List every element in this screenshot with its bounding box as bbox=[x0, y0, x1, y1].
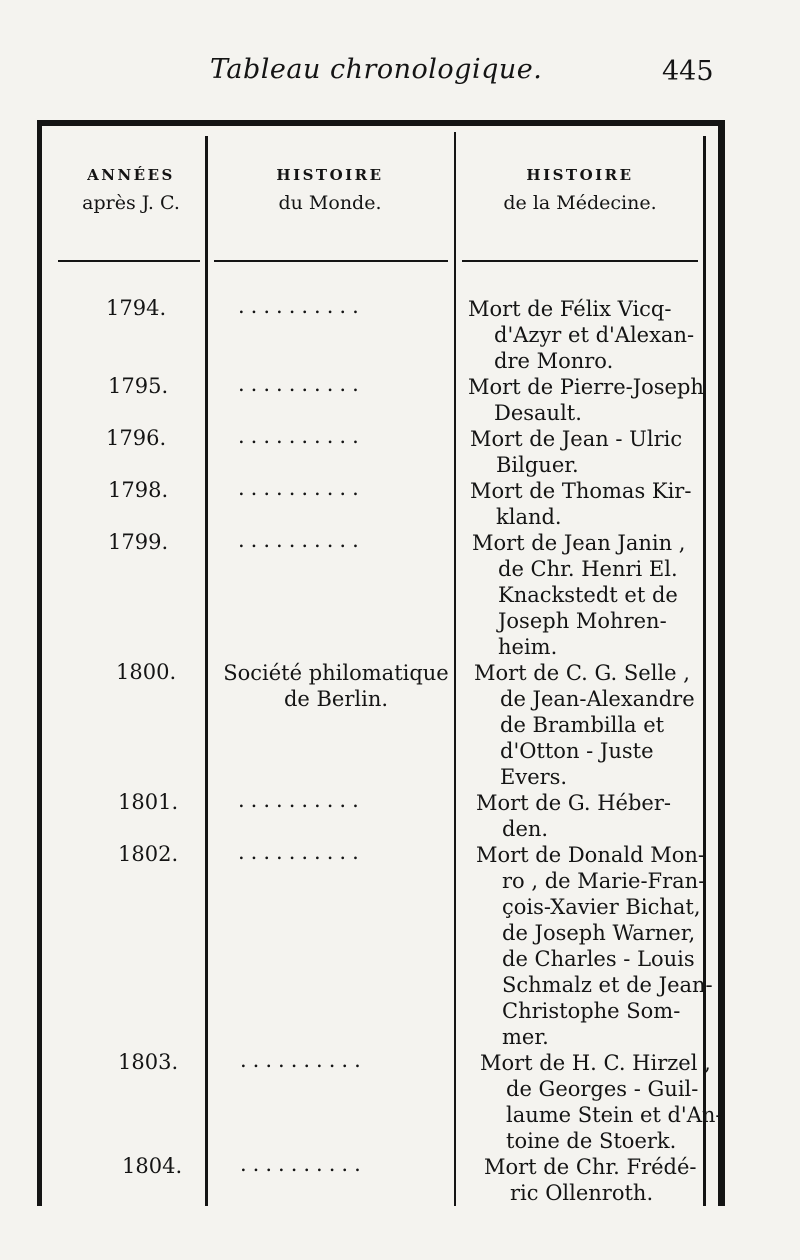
monde-dots: .......... bbox=[238, 476, 365, 500]
medecine-line: mer. bbox=[502, 1025, 549, 1049]
column-header-histoire-medecine bbox=[460, 166, 700, 214]
medecine-cell bbox=[468, 296, 704, 374]
medecine-line: Mort de Jean - Ulric bbox=[470, 427, 683, 451]
year-cell: 1801. bbox=[118, 790, 179, 814]
medecine-line: Mort de G. Héber- bbox=[476, 791, 671, 815]
column-header-subtitle: après J. C. bbox=[82, 192, 180, 214]
monde-dots: .......... bbox=[238, 424, 365, 448]
header-underline-3 bbox=[462, 260, 698, 262]
medecine-line: den. bbox=[502, 817, 549, 841]
medecine-cell bbox=[476, 842, 712, 1050]
medecine-line: dre Monro. bbox=[494, 349, 614, 373]
year-cell: 1800. bbox=[116, 660, 177, 684]
monde-dots: .......... bbox=[240, 1152, 367, 1176]
column-header-subtitle: de la Médecine. bbox=[503, 192, 657, 214]
medecine-line: de Georges - Guil- bbox=[506, 1077, 699, 1101]
year-cell: 1799. bbox=[108, 530, 169, 554]
medecine-cell bbox=[484, 1154, 720, 1206]
medecine-line: d'Azyr et d'Alexan- bbox=[494, 323, 695, 347]
medecine-line: Evers. bbox=[500, 765, 568, 789]
year-cell: 1795. bbox=[108, 374, 169, 398]
year-cell: 1794. bbox=[106, 296, 167, 320]
medecine-line: Joseph Mohren- bbox=[498, 609, 667, 633]
running-head bbox=[0, 54, 800, 94]
medecine-line: Bilguer. bbox=[496, 453, 579, 477]
monde-dots: .......... bbox=[238, 840, 365, 864]
header-underline-1 bbox=[58, 260, 200, 262]
medecine-line: de Jean-Alexandre bbox=[500, 687, 695, 711]
medecine-line: Mort de Jean Janin , bbox=[472, 531, 686, 555]
medecine-line: Mort de C. G. Selle , bbox=[474, 661, 690, 685]
medecine-line: Mort de Donald Mon- bbox=[476, 843, 705, 867]
column-header-caption: HISTOIRE bbox=[526, 166, 634, 184]
monde-dots: .......... bbox=[238, 294, 365, 318]
year-cell: 1798. bbox=[108, 478, 169, 502]
medecine-line: ro , de Marie-Fran- bbox=[502, 869, 706, 893]
medecine-line: Desault. bbox=[494, 401, 582, 425]
year-cell: 1804. bbox=[122, 1154, 183, 1178]
page-title: Tableau chronologique. bbox=[210, 54, 543, 85]
medecine-cell bbox=[470, 426, 706, 478]
column-header-annees bbox=[56, 166, 206, 214]
column-header-caption: ANNÉES bbox=[87, 166, 175, 184]
medecine-line: Schmalz et de Jean- bbox=[502, 973, 713, 997]
medecine-cell bbox=[470, 478, 706, 530]
medecine-line: de Chr. Henri El. bbox=[498, 557, 678, 581]
monde-dots: .......... bbox=[238, 788, 365, 812]
medecine-line: de Charles - Louis bbox=[502, 947, 695, 971]
medecine-line: kland. bbox=[496, 505, 562, 529]
monde-dots: .......... bbox=[240, 1048, 367, 1072]
year-cell: 1802. bbox=[118, 842, 179, 866]
medecine-line: ric Ollenroth. bbox=[510, 1181, 654, 1205]
column-header-subtitle: du Monde. bbox=[278, 192, 382, 214]
monde-line: de Berlin. bbox=[283, 687, 389, 711]
medecine-line: toine de Stoerk. bbox=[506, 1129, 677, 1153]
medecine-line: Mort de Chr. Frédé- bbox=[484, 1155, 697, 1179]
medecine-cell bbox=[476, 790, 712, 842]
monde-line: Société philomatique bbox=[223, 661, 449, 685]
medecine-line: d'Otton - Juste bbox=[500, 739, 654, 763]
chronology-table bbox=[37, 120, 725, 1206]
medecine-line: Mort de Félix Vicq- bbox=[468, 297, 672, 321]
year-cell: 1803. bbox=[118, 1050, 179, 1074]
page-number: 445 bbox=[662, 56, 714, 87]
medecine-cell bbox=[472, 530, 708, 660]
medecine-line: de Brambilla et bbox=[500, 713, 665, 737]
medecine-line: Mort de H. C. Hirzel , bbox=[480, 1051, 711, 1075]
monde-cell bbox=[216, 660, 456, 712]
medecine-cell bbox=[468, 374, 704, 426]
medecine-cell bbox=[474, 660, 710, 790]
medecine-cell bbox=[480, 1050, 723, 1154]
column-header-caption: HISTOIRE bbox=[276, 166, 384, 184]
monde-dots: .......... bbox=[238, 528, 365, 552]
medecine-line: de Joseph Warner, bbox=[502, 921, 696, 945]
medecine-line: heim. bbox=[498, 635, 558, 659]
monde-dots: .......... bbox=[238, 372, 365, 396]
medecine-line: çois-Xavier Bichat, bbox=[502, 895, 701, 919]
medecine-line: Mort de Thomas Kir- bbox=[470, 479, 692, 503]
medecine-line: Knackstedt et de bbox=[498, 583, 678, 607]
column-header-histoire-monde bbox=[210, 166, 450, 214]
column-rule-1 bbox=[205, 136, 208, 1206]
medecine-line: Mort de Pierre-Joseph bbox=[468, 375, 704, 399]
year-cell: 1796. bbox=[106, 426, 167, 450]
medecine-line: laume Stein et d'An- bbox=[506, 1103, 723, 1127]
medecine-line: Christophe Som- bbox=[502, 999, 681, 1023]
header-underline-2 bbox=[214, 260, 448, 262]
